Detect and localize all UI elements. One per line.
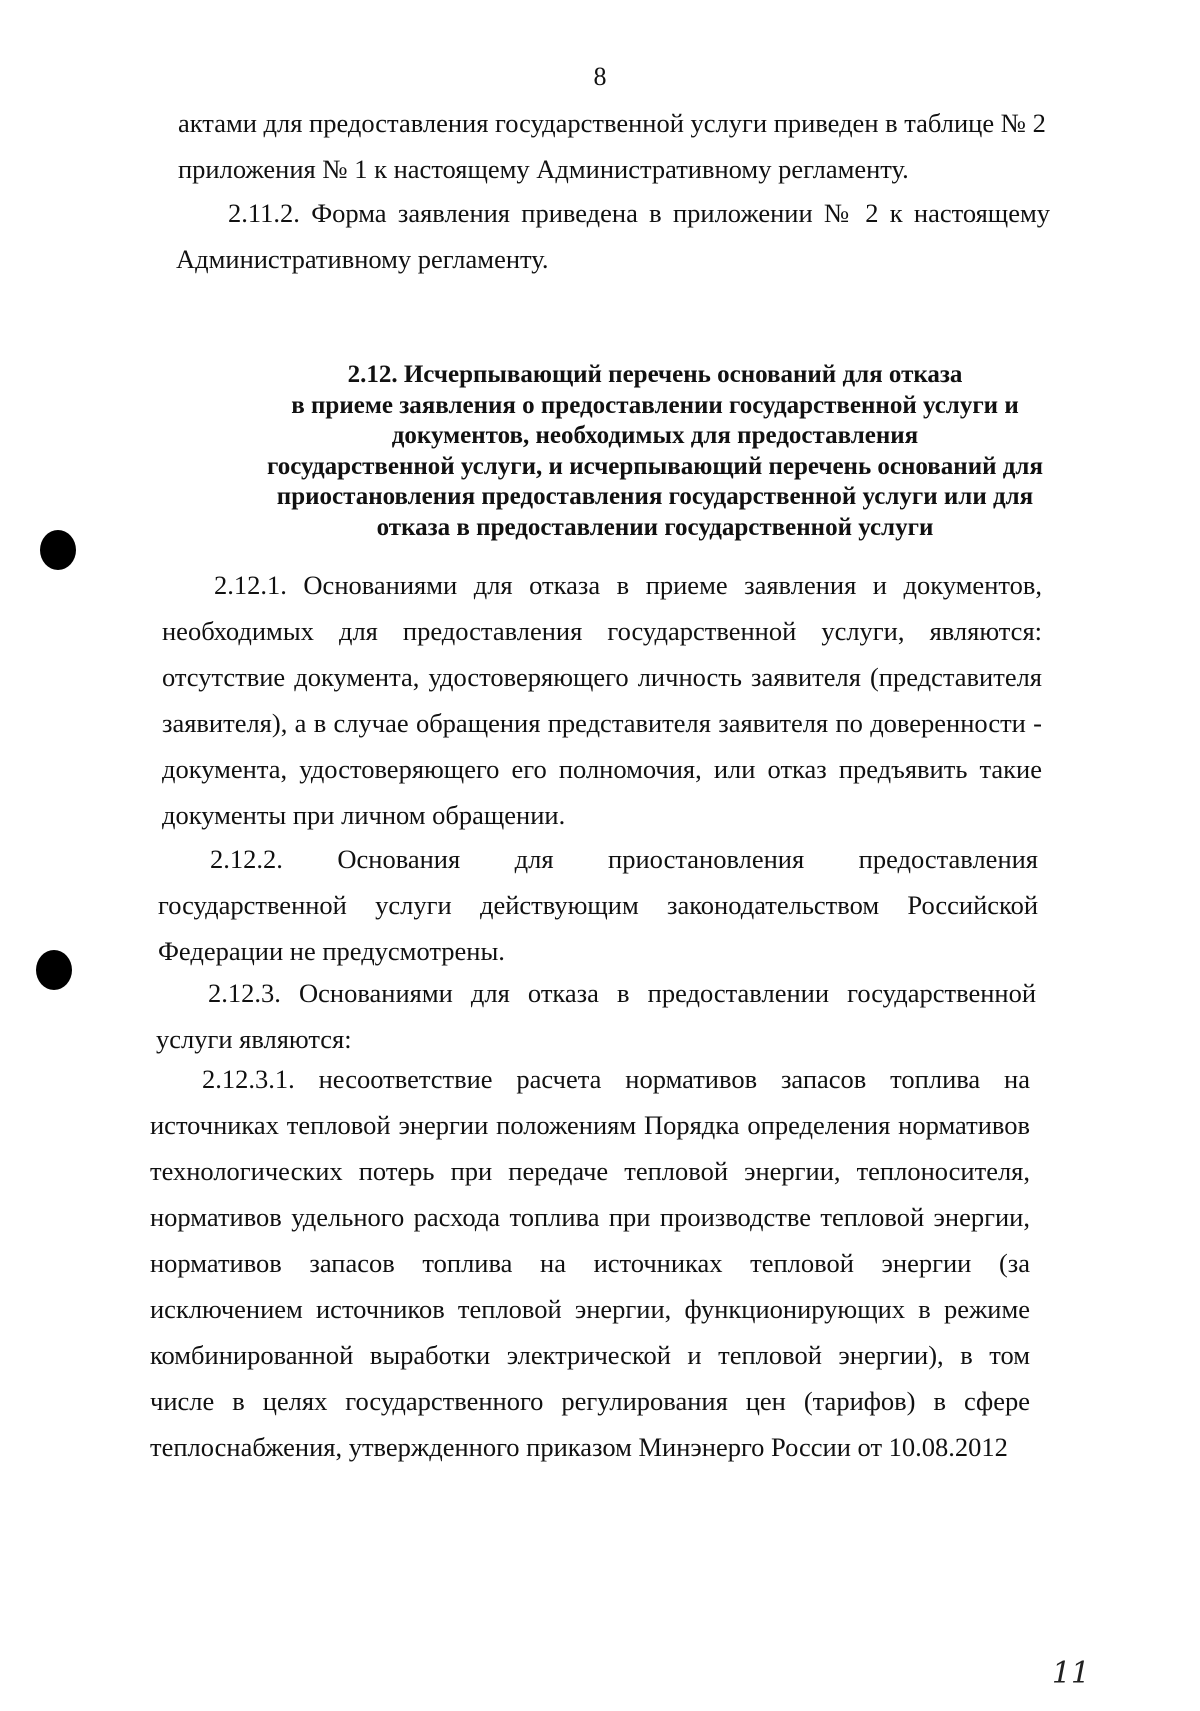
paragraph-2-12-3-1-text: 2.12.3.1. несоответствие расчета нормативов запасов топлива на источниках тепловой энергии положениям Порядка определения нормативов технологических потерь при передаче тепловой энергии, теплоносителя, нормативов удельного расхода топлива при производстве тепловой энергии, нормативов запасов топлива на источниках тепловой энергии (за исключением источников тепловой энергии, функционирующих в режиме комбинированной выработки электрической и тепловой энергии), в том числе в целях государственного регулирования цен (тарифов) в сфере теплоснабжения, утвержденного приказом Минэнерго России от 10.08.2012: [150, 1064, 1030, 1462]
page-number: 8: [593, 62, 607, 91]
heading-line-1: 2.12. Исчерпывающий перечень оснований для отказа: [347, 361, 963, 388]
paragraph-2-12-1: [162, 562, 1042, 838]
intro-line-1: актами для предоставления государственной услуги приведен в таблице № 2: [178, 108, 1046, 138]
heading-line-4: государственной услуги, и исчерпывающий перечень оснований для: [267, 452, 1043, 480]
paragraph-2-11-2: [176, 190, 1050, 282]
heading-line-5: приостановления предоставления государственной услуги или для: [276, 483, 1034, 510]
heading-line-3: документов, необходимых для предоставления: [391, 422, 919, 449]
paragraph-2-12-3-1: [150, 1056, 1030, 1470]
paragraph-2-12-3-text: 2.12.3. Основаниями для отказа в предоставлении государственной услуги являются:: [156, 978, 1036, 1054]
paragraph-2-12-2: [158, 836, 1038, 974]
intro-line-2: приложения № 1 к настоящему Административному регламенту.: [178, 154, 909, 184]
paragraph-2-11-2-text: 2.11.2. Форма заявления приведена в приложении № 2 к настоящему Административному регламенту.: [176, 198, 1050, 274]
paragraph-2-12-1-text: 2.12.1. Основаниями для отказа в приеме заявления и документов, необходимых для предоставления государственной услуги, являются: отсутствие документа, удостоверяющего личность заявителя (представителя заявителя), а в случае обращения представителя заявителя по доверенности - документа, удостоверяющего его полномочия, или отказ предъявить такие документы при личном обращении.: [162, 570, 1042, 830]
section-heading-2-12: [200, 360, 1110, 543]
heading-line-6: отказа в предоставлении государственной услуги: [376, 513, 934, 541]
binder-hole-top: [40, 530, 76, 570]
paragraph-2-12-3: [156, 970, 1036, 1062]
heading-line-2: в приеме заявления о предоставлении государственной услуги и: [291, 391, 1019, 419]
binder-hole-bottom: [36, 950, 72, 990]
paragraph-2-12-2-text: 2.12.2. Основания для приостановления предоставления государственной услуги действующим законодательством Российской Федерации не предусмотрены.: [158, 844, 1038, 966]
handwritten-sheet-number: 11: [1051, 1656, 1090, 1691]
